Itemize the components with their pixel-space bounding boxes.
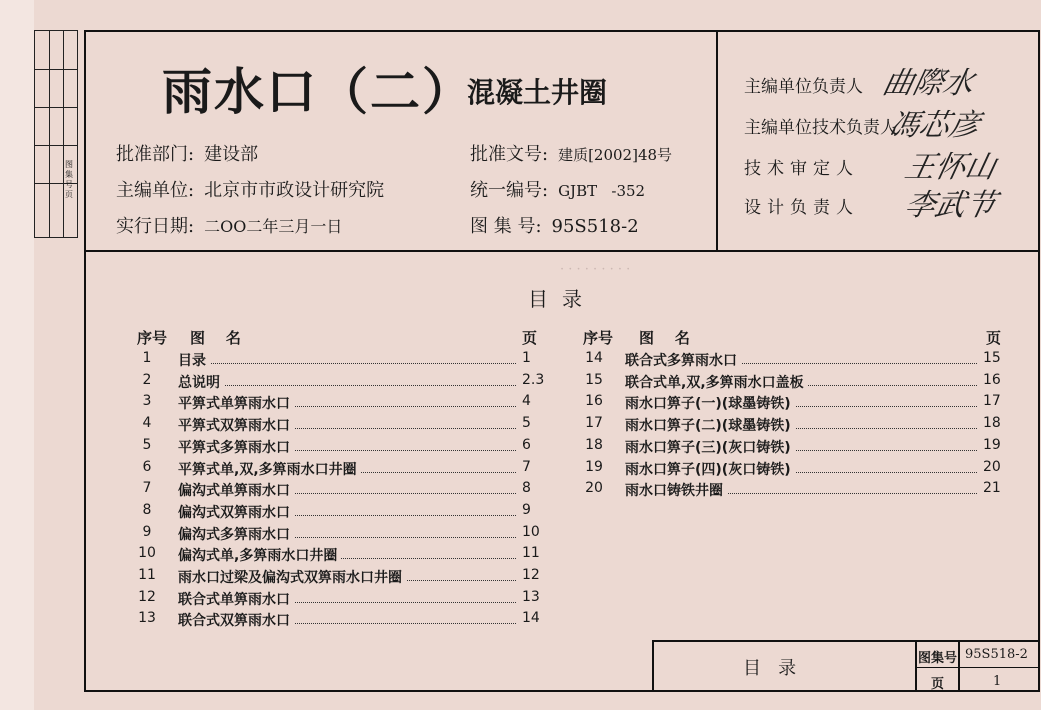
show-through-text: · · · · · · · · ·	[560, 262, 631, 277]
toc-header-seq: 序号	[137, 329, 168, 347]
toc-row	[132, 459, 552, 481]
toc-row	[579, 415, 1019, 437]
toc-row-number: 10	[138, 545, 156, 562]
toc-row	[132, 415, 552, 437]
toc-row-page: 8	[522, 480, 531, 497]
titleblock-divider	[915, 640, 917, 692]
toc-row-page: 10	[522, 523, 540, 540]
toc-row-number: 2	[142, 371, 152, 388]
toc-row	[132, 480, 552, 502]
toc-row-name: 雨水口箅子(四)(灰口铸铁)	[625, 459, 795, 479]
toc-row	[132, 589, 552, 611]
toc-row-number: 8	[142, 501, 152, 518]
toc-header-page: 页	[986, 329, 1002, 347]
toc-row-name: 联合式双箅雨水口	[178, 610, 294, 630]
toc-row-page: 7	[522, 458, 531, 475]
toc-row-page: 5	[522, 415, 531, 432]
toc-row	[132, 393, 552, 415]
toc-row-page: 21	[983, 480, 1001, 497]
titleblock-page-label: 页	[931, 677, 945, 692]
toc-row	[132, 567, 552, 589]
toc-row	[579, 437, 1019, 459]
titleblock-drawing-name: 目 录	[743, 658, 797, 679]
toc-row-name: 偏沟式单箅雨水口	[178, 480, 294, 500]
titleblock-top-line	[652, 640, 1040, 642]
toc-row-number: 3	[142, 393, 152, 410]
toc-row	[132, 524, 552, 546]
titleblock-page-value: 1	[993, 674, 1002, 689]
toc-row-name: 平箅式多箅雨水口	[178, 437, 294, 457]
toc-row-name: 偏沟式多箅雨水口	[178, 524, 294, 544]
toc-row-number: 13	[138, 610, 156, 627]
page-title: 雨水口（二）	[162, 62, 474, 121]
signature-divider	[716, 30, 718, 252]
signature-handwritten: 王怀山	[901, 150, 999, 185]
info-label: 主编单位:	[116, 180, 195, 201]
toc-row-name: 联合式多箅雨水口	[625, 350, 741, 370]
signature-handwritten: 曲際水	[879, 66, 977, 101]
toc-row-page: 13	[522, 588, 540, 605]
toc-row-name: 雨水口铸铁井圈	[625, 480, 727, 500]
toc-row	[132, 372, 552, 394]
info-label: 实行日期:	[116, 216, 195, 237]
toc-row-number: 9	[142, 523, 152, 540]
toc-row-name: 目录	[178, 350, 210, 370]
toc-row-page: 9	[522, 501, 531, 518]
toc-row-number: 7	[142, 480, 152, 497]
toc-row-number: 5	[142, 436, 152, 453]
toc-row-number: 18	[585, 436, 603, 453]
toc-row-number: 16	[585, 393, 603, 410]
toc-leader-dots	[178, 363, 516, 364]
toc-row-name: 雨水口箅子(三)(灰口铸铁)	[625, 437, 795, 457]
toc-row-page: 12	[522, 567, 540, 583]
toc-row	[579, 372, 1019, 394]
info-editor-unit	[116, 176, 384, 202]
signature-handwritten: 馮芯彦	[885, 108, 983, 143]
info-approval-dept	[116, 140, 258, 166]
toc-row-number: 6	[142, 458, 152, 475]
info-value: 95S518-2	[551, 216, 639, 237]
info-value: 建设部	[204, 144, 259, 165]
page-subtitle: 混凝土井圈	[467, 76, 608, 109]
toc-row-number: 20	[585, 480, 603, 497]
info-label: 图 集 号:	[470, 216, 542, 237]
info-atlas-no	[470, 212, 639, 238]
info-value: 北京市市政设计研究院	[204, 180, 385, 201]
info-label: 批准文号:	[470, 144, 549, 165]
toc-row-name: 雨水口过梁及偏沟式双箅雨水口井圈	[178, 567, 406, 587]
toc-row-name: 平箅式单,双,多箅雨水口井圈	[178, 459, 361, 479]
toc-row-name: 联合式单箅雨水口	[178, 589, 294, 609]
binding-strip-label: 图集号页	[65, 160, 73, 199]
toc-row-page: 20	[983, 458, 1001, 475]
titleblock-divider	[958, 640, 960, 692]
toc-title: 目录	[528, 287, 596, 311]
info-unified-no	[470, 176, 645, 202]
toc-row-page: 15	[983, 350, 1001, 366]
toc-header-name: 图 名	[639, 329, 690, 347]
toc-row-page: 18	[983, 415, 1001, 432]
toc-row-name: 雨水口箅子(二)(球墨铸铁)	[625, 415, 795, 435]
toc-row-number: 4	[142, 415, 152, 432]
toc-row-number: 15	[585, 371, 603, 388]
info-value: 建质[2002]48号	[558, 146, 673, 164]
info-label: 统一编号:	[470, 180, 549, 201]
toc-row-number: 19	[585, 458, 603, 475]
toc-row-page: 2.3	[522, 371, 545, 388]
toc-row-number: 1	[142, 350, 152, 366]
toc-row-page: 14	[522, 610, 540, 627]
toc-row	[132, 437, 552, 459]
toc-row-name: 联合式单,双,多箅雨水口盖板	[625, 372, 808, 392]
toc-row-number: 17	[585, 415, 603, 432]
toc-row-page: 1	[522, 350, 531, 366]
toc-header-seq: 序号	[583, 329, 614, 347]
info-value: 二OO二年三月一日	[204, 217, 343, 236]
toc-row	[132, 545, 552, 567]
paper-edge	[0, 0, 34, 710]
info-label: 批准部门:	[116, 144, 195, 165]
titleblock-atlas-value: 95S518-2	[965, 647, 1028, 662]
binding-strip	[34, 30, 78, 238]
toc-row-page: 11	[522, 545, 540, 562]
toc-row-name: 雨水口箅子(一)(球墨铸铁)	[625, 393, 795, 413]
toc-header-page: 页	[522, 329, 538, 347]
signature-role: 技术审定人	[744, 159, 859, 179]
toc-row	[579, 350, 1019, 372]
toc-row-number: 12	[138, 588, 156, 605]
toc-row	[579, 480, 1019, 502]
titleblock-left-line	[652, 640, 654, 692]
toc-row-name: 偏沟式双箅雨水口	[178, 502, 294, 522]
toc-row-number: 11	[138, 567, 156, 583]
signature-handwritten: 李武节	[901, 188, 999, 223]
info-value: GJBT -352	[558, 182, 646, 200]
toc-row	[132, 502, 552, 524]
toc-row-name: 总说明	[178, 372, 224, 392]
toc-row	[132, 350, 552, 372]
titleblock-atlas-label: 图集号	[918, 651, 958, 666]
titleblock-mid-line	[915, 667, 1040, 668]
toc-row-number: 14	[585, 350, 603, 366]
toc-row-page: 16	[983, 371, 1001, 388]
toc-leader-dots	[178, 385, 516, 386]
signature-role: 主编单位负责人	[744, 77, 863, 97]
toc-row-page: 17	[983, 393, 1001, 410]
toc-row-name: 平箅式双箅雨水口	[178, 415, 294, 435]
toc-row	[579, 459, 1019, 481]
toc-row-page: 6	[522, 436, 531, 453]
signature-role: 主编单位技术负责人	[744, 118, 897, 138]
toc-row-page: 4	[522, 393, 531, 410]
toc-row-name: 偏沟式单,多箅雨水口井圈	[178, 545, 341, 565]
signature-role: 设计负责人	[744, 198, 859, 218]
toc-row-name: 平箅式单箅雨水口	[178, 393, 294, 413]
info-approval-no	[470, 140, 672, 166]
toc-row-page: 19	[983, 436, 1001, 453]
header-divider	[84, 250, 1040, 252]
toc-header-name: 图 名	[190, 329, 241, 347]
info-effective-date	[116, 212, 342, 238]
toc-row	[132, 610, 552, 632]
toc-row	[579, 393, 1019, 415]
